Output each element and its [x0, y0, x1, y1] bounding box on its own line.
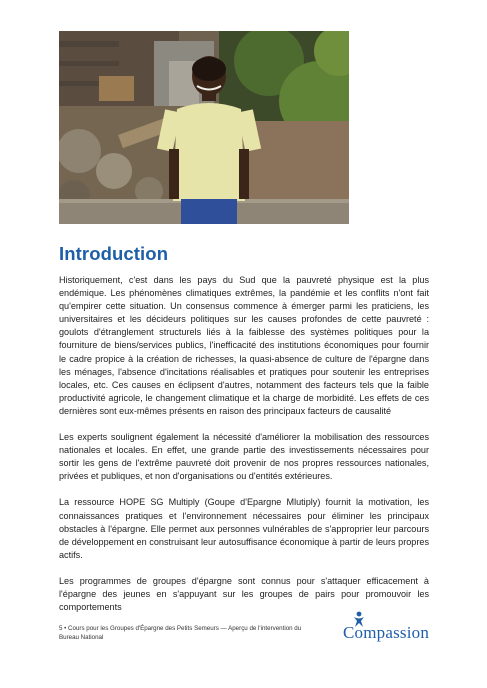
- compassion-logo: [343, 611, 441, 645]
- body-text: [59, 274, 429, 627]
- paragraph: La ressource HOPE SG Multiply (Goupe d'Epargne Mlutiply) fournit la motivation, les connaissances pratiques et l'environnement nécessaires pour éliminer les principaux obstacles à l'épargne. Elle permet aux personnes vulnérables de s'approprier leur parcours de développement en construisant leur autosuffisance économique à partir de leurs propres actifs.: [59, 497, 429, 560]
- compassion-logo-text: Compassion: [343, 623, 430, 642]
- page-footer: 5 • Cours pour les Groupes d'Épargne des Petits Semeurs — Aperçu de l'intervention du Bureau National: [59, 625, 302, 641]
- paragraph: Les experts soulignent également la nécessité d'améliorer la mobilisation des ressources nationales et locales. En effet, une grande partie des investissements nécessaires pour sortir les gens de l'extrême pauvreté doit provenir de nos propres ressources nationales, privées et publiques, et non d'organisations ou d'entités extérieures.: [59, 432, 429, 482]
- paragraph: Historiquement, c'est dans les pays du Sud que la pauvreté physique est la plus endémique. Les phénomènes climatiques extrêmes, la pandémie et les conflits n'ont fait qu'empirer cette situation. Un consensus commence à émerger parmi les praticiens, les universitaires et les décideurs politiques sur les causes profondes de cette pauvreté : goulots d'étranglement structurels liés à la faiblesse des systèmes politiques pour la fourniture de biens/services publics, l'inefficacité des institutions économiques pour fournir le cadre propice à la création de richesses, la quasi-absence de culture de l'épargne dans les ménages, l'absence d'incitations réalisables et pratiques pour soutenir les entreprises locales, etc. Ces causes en éclipsent d'autres, notamment des facteurs tels que la faible productivité agricole, le changement climatique et la charge de morbidité. Les effets de ces dernières sont eux-mêmes présents en raison des principaux facteurs de causalité: [59, 275, 429, 416]
- page-title: Introduction: [59, 243, 169, 264]
- child-photo: [59, 31, 349, 224]
- paragraph: Les programmes de groupes d'épargne sont connus pour s'attaquer efficacement à l'épargne des jeunes en s'appuyant sur les groupes de pairs pour promouvoir les comportements: [59, 575, 429, 613]
